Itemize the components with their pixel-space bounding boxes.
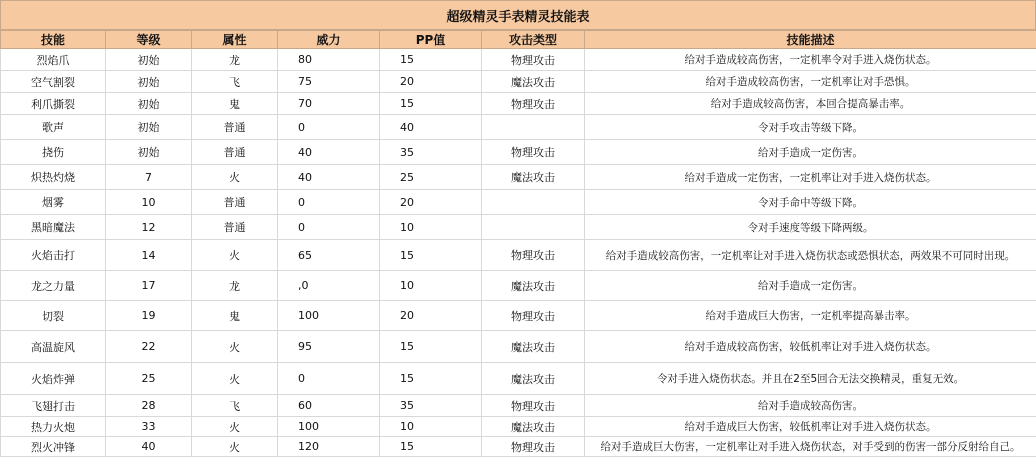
skill-power-cell: 60 (278, 395, 380, 417)
skill-attribute-cell: 普通 (192, 190, 278, 215)
skill-attribute-cell: 鬼 (192, 93, 278, 115)
skill-description-cell: 给对手造成较高伤害，较低机率让对手进入烧伤状态。 (585, 331, 1036, 363)
skill-name-cell: 烈火冲锋 (1, 437, 106, 457)
skill-description-cell: 令对手速度等级下降两级。 (585, 215, 1036, 240)
skill-description-cell: 给对手造成一定伤害，一定机率让对手进入烧伤状态。 (585, 165, 1036, 190)
skill-level-cell: 初始 (106, 140, 192, 165)
skill-power-cell: ,0 (278, 271, 380, 301)
skill-attack-type-cell: 魔法攻击 (482, 331, 585, 363)
skill-attack-type-cell: 物理攻击 (482, 437, 585, 457)
skill-description-cell: 给对手造成较高伤害，本回合提高暴击率。 (585, 93, 1036, 115)
table-row (1, 165, 1036, 190)
skill-name-cell: 高温旋风 (1, 331, 106, 363)
skill-power-cell: 80 (278, 49, 380, 71)
skill-pp-cell: 15 (380, 331, 482, 363)
skill-attribute-cell: 飞 (192, 71, 278, 93)
skill-attribute-cell: 普通 (192, 140, 278, 165)
skill-attack-type-cell: 魔法攻击 (482, 271, 585, 301)
skill-description-cell: 令对手攻击等级下降。 (585, 115, 1036, 140)
skill-name-cell: 火焰击打 (1, 240, 106, 271)
skill-pp-cell: 15 (380, 240, 482, 271)
skill-power-cell: 0 (278, 215, 380, 240)
skill-attribute-cell: 火 (192, 363, 278, 395)
skill-level-cell: 10 (106, 190, 192, 215)
skill-attack-type-cell: 物理攻击 (482, 240, 585, 271)
skill-attack-type-cell: 物理攻击 (482, 49, 585, 71)
skill-pp-cell: 25 (380, 165, 482, 190)
skill-level-cell: 19 (106, 301, 192, 331)
skill-description-cell: 给对手造成一定伤害。 (585, 271, 1036, 301)
skill-name-cell: 挠伤 (1, 140, 106, 165)
skill-pp-cell: 10 (380, 417, 482, 437)
table-row (1, 140, 1036, 165)
col-header-attribute: 属性 (192, 31, 278, 49)
skill-attribute-cell: 火 (192, 240, 278, 271)
skill-pp-cell: 35 (380, 140, 482, 165)
skill-pp-cell: 20 (380, 301, 482, 331)
skill-attribute-cell: 火 (192, 437, 278, 457)
skill-name-cell: 黑暗魔法 (1, 215, 106, 240)
skill-name-cell: 烈焰爪 (1, 49, 106, 71)
skill-power-cell: 40 (278, 165, 380, 190)
skill-pp-cell: 15 (380, 93, 482, 115)
skill-attribute-cell: 龙 (192, 49, 278, 71)
skill-pp-cell: 15 (380, 437, 482, 457)
table-row (1, 437, 1036, 457)
skill-attack-type-cell: 物理攻击 (482, 301, 585, 331)
table-row (1, 215, 1036, 240)
skill-attribute-cell: 普通 (192, 115, 278, 140)
skill-level-cell: 28 (106, 395, 192, 417)
skill-pp-cell: 20 (380, 71, 482, 93)
skill-power-cell: 120 (278, 437, 380, 457)
skill-description-cell: 给对手造成一定伤害。 (585, 140, 1036, 165)
skill-attack-type-cell: 物理攻击 (482, 395, 585, 417)
skill-description-cell: 给对手造成较高伤害，一定机率让对手进入烧伤状态或恐惧状态，两效果不可同时出现。 (585, 240, 1036, 271)
table-row (1, 190, 1036, 215)
table-row (1, 363, 1036, 395)
table-title: 超级精灵手表精灵技能表 (0, 0, 1036, 30)
skill-level-cell: 33 (106, 417, 192, 437)
skill-power-cell: 75 (278, 71, 380, 93)
skill-attack-type-cell: 魔法攻击 (482, 363, 585, 395)
skill-level-cell: 12 (106, 215, 192, 240)
skill-level-cell: 初始 (106, 93, 192, 115)
table-row (1, 71, 1036, 93)
skill-level-cell: 40 (106, 437, 192, 457)
skill-attack-type-cell: 物理攻击 (482, 93, 585, 115)
skill-level-cell: 初始 (106, 49, 192, 71)
skill-attribute-cell: 普通 (192, 215, 278, 240)
skill-description-cell: 给对手造成较高伤害，一定机率令对手进入烧伤状态。 (585, 49, 1036, 71)
skill-name-cell: 烟雾 (1, 190, 106, 215)
skill-level-cell: 7 (106, 165, 192, 190)
skill-name-cell: 飞翅打击 (1, 395, 106, 417)
skill-name-cell: 火焰炸弹 (1, 363, 106, 395)
skill-name-cell: 利爪撕裂 (1, 93, 106, 115)
skill-power-cell: 0 (278, 363, 380, 395)
skill-name-cell: 切裂 (1, 301, 106, 331)
skill-attack-type-cell (482, 190, 585, 215)
skill-attribute-cell: 龙 (192, 271, 278, 301)
col-header-skill: 技能 (1, 31, 106, 49)
skill-name-cell: 空气割裂 (1, 71, 106, 93)
skill-pp-cell: 15 (380, 49, 482, 71)
skill-power-cell: 0 (278, 190, 380, 215)
col-header-description: 技能描述 (585, 31, 1036, 49)
skill-attack-type-cell: 物理攻击 (482, 140, 585, 165)
skill-attribute-cell: 火 (192, 331, 278, 363)
skill-name-cell: 炽热灼烧 (1, 165, 106, 190)
skill-level-cell: 25 (106, 363, 192, 395)
table-row (1, 49, 1036, 71)
skill-name-cell: 歌声 (1, 115, 106, 140)
skill-power-cell: 40 (278, 140, 380, 165)
skill-attack-type-cell (482, 215, 585, 240)
table-row (1, 331, 1036, 363)
skill-description-cell: 给对手造成较高伤害，一定机率让对手恐惧。 (585, 71, 1036, 93)
table-row (1, 395, 1036, 417)
skill-power-cell: 100 (278, 417, 380, 437)
table-row (1, 301, 1036, 331)
col-header-pp: PP值 (380, 31, 482, 49)
skill-pp-cell: 10 (380, 271, 482, 301)
skill-attribute-cell: 火 (192, 417, 278, 437)
table-row (1, 93, 1036, 115)
table-row (1, 271, 1036, 301)
skill-description-cell: 令对手命中等级下降。 (585, 190, 1036, 215)
header-row (1, 31, 1036, 49)
skill-level-cell: 初始 (106, 115, 192, 140)
skill-description-cell: 令对手进入烧伤状态。并且在2至5回合无法交换精灵，重复无效。 (585, 363, 1036, 395)
skill-attribute-cell: 飞 (192, 395, 278, 417)
skill-attribute-cell: 鬼 (192, 301, 278, 331)
skill-name-cell: 热力火炮 (1, 417, 106, 437)
skill-power-cell: 95 (278, 331, 380, 363)
skill-attack-type-cell: 魔法攻击 (482, 165, 585, 190)
skill-power-cell: 100 (278, 301, 380, 331)
skill-attack-type-cell: 魔法攻击 (482, 417, 585, 437)
skill-attack-type-cell: 魔法攻击 (482, 71, 585, 93)
skill-table (0, 30, 1036, 457)
skill-pp-cell: 40 (380, 115, 482, 140)
skill-name-cell: 龙之力量 (1, 271, 106, 301)
table-row (1, 417, 1036, 437)
table-row (1, 240, 1036, 271)
skill-pp-cell: 15 (380, 363, 482, 395)
skill-description-cell: 给对手造成巨大伤害，一定机率让对手进入烧伤状态，对手受到的伤害一部分反射给自己。 (585, 437, 1036, 457)
skill-level-cell: 初始 (106, 71, 192, 93)
skill-description-cell: 给对手造成巨大伤害，较低机率让对手进入烧伤状态。 (585, 417, 1036, 437)
skill-power-cell: 70 (278, 93, 380, 115)
skill-description-cell: 给对手造成巨大伤害，一定机率提高暴击率。 (585, 301, 1036, 331)
skill-pp-cell: 20 (380, 190, 482, 215)
skill-attribute-cell: 火 (192, 165, 278, 190)
skill-description-cell: 给对手造成较高伤害。 (585, 395, 1036, 417)
skill-level-cell: 14 (106, 240, 192, 271)
col-header-attack-type: 攻击类型 (482, 31, 585, 49)
skill-power-cell: 0 (278, 115, 380, 140)
col-header-level: 等级 (106, 31, 192, 49)
col-header-power: 威力 (278, 31, 380, 49)
table-row (1, 115, 1036, 140)
skill-level-cell: 22 (106, 331, 192, 363)
skill-attack-type-cell (482, 115, 585, 140)
skill-level-cell: 17 (106, 271, 192, 301)
skill-pp-cell: 35 (380, 395, 482, 417)
skill-pp-cell: 10 (380, 215, 482, 240)
skill-power-cell: 65 (278, 240, 380, 271)
